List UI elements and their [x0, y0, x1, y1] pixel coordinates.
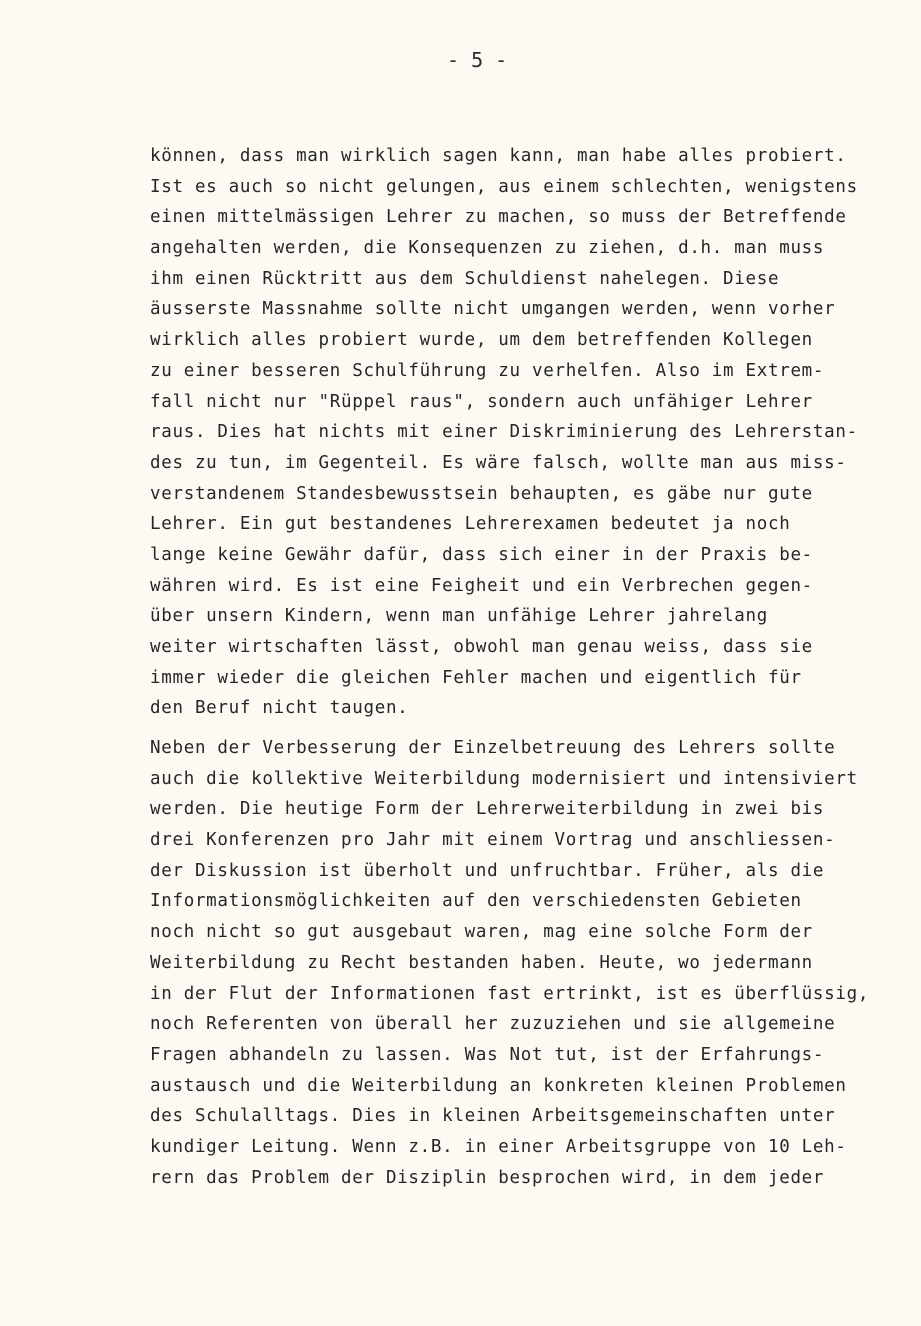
- text-line: rern das Problem der Disziplin besprochen wird, in dem jeder: [150, 1167, 825, 1188]
- text-line: des Schulalltags. Dies in kleinen Arbeitsgemeinschaften unter: [150, 1106, 836, 1127]
- text-line: Ist es auch so nicht gelungen, aus einem schlechten, wenigstens: [150, 176, 858, 197]
- text-line: einen mittelmässigen Lehrer zu machen, so muss der Betreffende: [150, 207, 847, 228]
- text-line: werden. Die heutige Form der Lehrerweiterbildung in zwei bis: [150, 799, 825, 820]
- paragraph-1: [150, 141, 895, 724]
- text-line: auch die kollektive Weiterbildung modernisiert und intensiviert: [150, 768, 858, 789]
- text-line: wirklich alles probiert wurde, um dem betreffenden Kollegen: [150, 330, 813, 351]
- text-line: noch Referenten von überall her zuzuziehen und sie allgemeine: [150, 1014, 836, 1035]
- text-line: raus. Dies hat nichts mit einer Diskriminierung des Lehrerstan-: [150, 422, 858, 443]
- paragraph-2: [150, 733, 895, 1193]
- text-line: drei Konferenzen pro Jahr mit einem Vortrag und anschliessen-: [150, 830, 836, 851]
- text-line: können, dass man wirklich sagen kann, man habe alles probiert.: [150, 146, 847, 166]
- text-line: Informationsmöglichkeiten auf den verschiedensten Gebieten: [150, 891, 802, 912]
- text-line: des zu tun, im Gegenteil. Es wäre falsch, wollte man aus miss-: [150, 452, 847, 473]
- text-line: angehalten werden, die Konsequenzen zu ziehen, d.h. man muss: [150, 238, 825, 259]
- text-line: verstandenem Standesbewusstsein behaupten, es gäbe nur gute: [150, 483, 813, 504]
- text-line: kundiger Leitung. Wenn z.B. in einer Arbeitsgruppe von 10 Leh-: [150, 1136, 847, 1157]
- text-line: Lehrer. Ein gut bestandenes Lehrerexamen bedeutet ja noch: [150, 514, 791, 535]
- text-line: austausch und die Weiterbildung an konkreten kleinen Problemen: [150, 1075, 847, 1096]
- text-line: der Diskussion ist überholt und unfruchtbar. Früher, als die: [150, 860, 825, 881]
- text-line: immer wieder die gleichen Fehler machen und eigentlich für: [150, 667, 802, 688]
- text-line: Weiterbildung zu Recht bestanden haben. Heute, wo jedermann: [150, 952, 813, 973]
- text-line: lange keine Gewähr dafür, dass sich einer in der Praxis be-: [150, 544, 813, 565]
- text-line: den Beruf nicht taugen.: [150, 698, 409, 719]
- text-line: äusserste Massnahme sollte nicht umgangen werden, wenn vorher: [150, 299, 836, 320]
- text-line: noch nicht so gut ausgebaut waren, mag eine solche Form der: [150, 922, 813, 943]
- text-line: Neben der Verbesserung der Einzelbetreuung des Lehrers sollte: [150, 738, 836, 758]
- text-line: währen wird. Es ist eine Feigheit und ein Verbrechen gegen-: [150, 575, 813, 596]
- text-line: ihm einen Rücktritt aus dem Schuldienst nahelegen. Diese: [150, 268, 780, 289]
- text-line: über unsern Kindern, wenn man unfähige Lehrer jahrelang: [150, 606, 768, 627]
- text-line: weiter wirtschaften lässt, obwohl man genau weiss, dass sie: [150, 637, 813, 657]
- text-line: Fragen abhandeln zu lassen. Was Not tut, ist der Erfahrungs-: [150, 1044, 825, 1065]
- text-line: zu einer besseren Schulführung zu verhelfen. Also im Extrem-: [150, 360, 825, 381]
- text-line: in der Flut der Informationen fast ertrinkt, ist es überflüssig,: [150, 983, 870, 1004]
- page-number: - 5 -: [447, 48, 508, 72]
- text-line: fall nicht nur "Rüppel raus", sondern auch unfähiger Lehrer: [150, 391, 813, 412]
